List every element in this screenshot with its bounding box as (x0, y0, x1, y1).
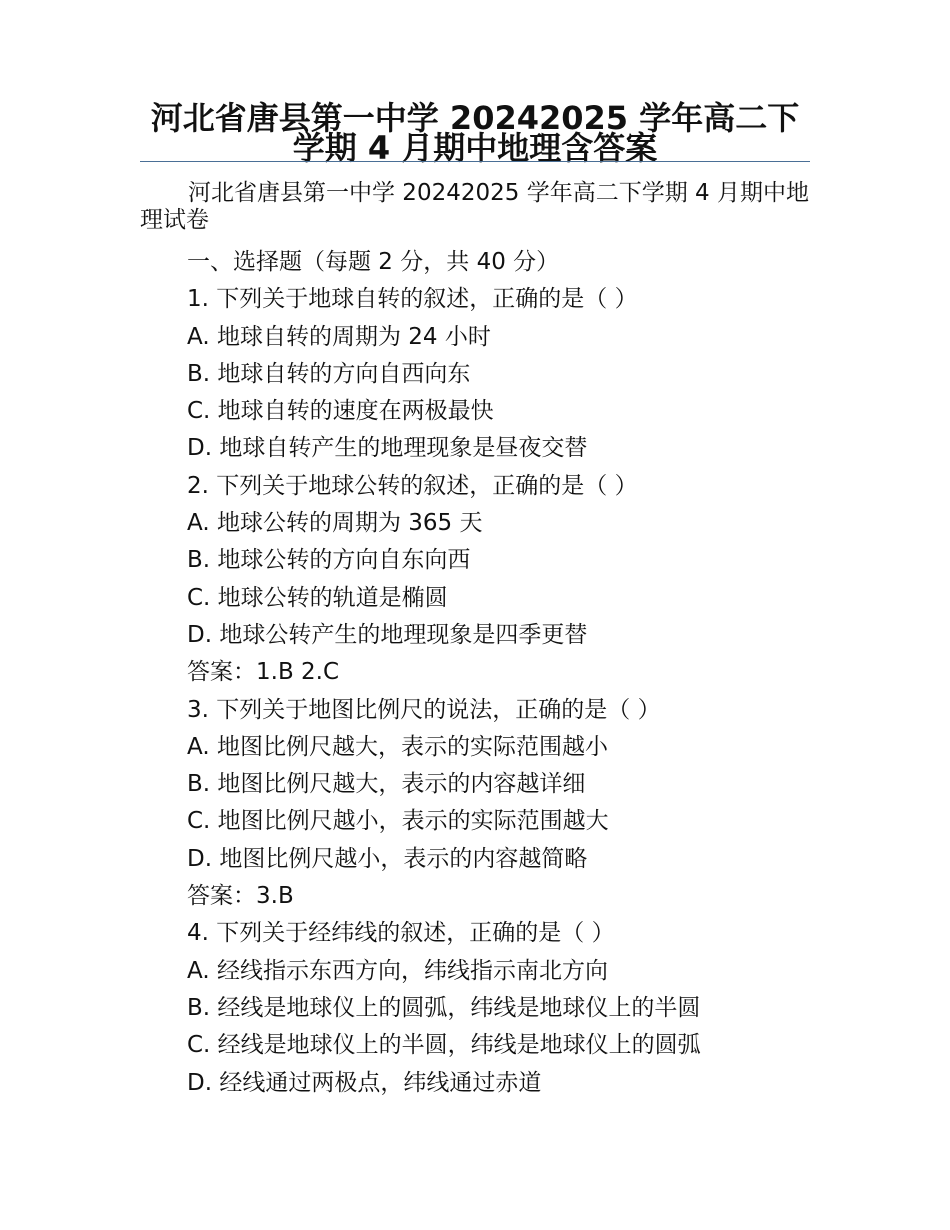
question-3-option-d: D. 地图比例尺越小，表示的内容越简略 (187, 845, 588, 872)
question-4: 4. 下列关于经纬线的叙述，正确的是（ ） (187, 920, 615, 947)
question-3-option-b: B. 地图比例尺越大，表示的内容越详细 (187, 771, 586, 798)
answer-1-2: 答案：1.B 2.C (187, 659, 340, 686)
question-1-option-d: D. 地球自转产生的地理现象是昼夜交替 (187, 435, 588, 462)
question-1: 1. 下列关于地球自转的叙述，正确的是（ ） (187, 286, 638, 313)
document-body (140, 180, 820, 1102)
question-3: 3. 下列关于地图比例尺的说法，正确的是（ ） (187, 696, 661, 723)
question-4-option-c: C. 经线是地球仪上的半圆，纬线是地球仪上的圆弧 (187, 1032, 701, 1059)
title-divider (140, 161, 810, 162)
question-2-option-b: B. 地球公转的方向自东向西 (187, 547, 471, 574)
document-title: 河北省唐县第一中学 20242025 学年高二下学期 4 月期中地理含答案 (150, 99, 800, 167)
answer-3: 答案：3.B (187, 883, 294, 910)
question-2-option-c: C. 地球公转的轨道是椭圆 (187, 584, 448, 611)
question-1-option-b: B. 地球自转的方向自西向东 (187, 360, 471, 387)
question-1-option-a: A. 地球自转的周期为 24 小时 (187, 323, 491, 350)
question-4-option-b: B. 经线是地球仪上的圆弧，纬线是地球仪上的半圆 (187, 994, 701, 1021)
intro-paragraph: 河北省唐县第一中学 20242025 学年高二下学期 4 月期中地理试卷 (140, 180, 809, 233)
question-2-option-a: A. 地球公转的周期为 365 天 (187, 510, 483, 537)
question-1-option-c: C. 地球自转的速度在两极最快 (187, 398, 494, 425)
question-3-option-c: C. 地图比例尺越小，表示的实际范围越大 (187, 808, 609, 835)
section-heading: 一、选择题（每题 2 分，共 40 分） (187, 249, 560, 275)
question-4-option-d: D. 经线通过两极点，纬线通过赤道 (187, 1069, 542, 1096)
question-2: 2. 下列关于地球公转的叙述，正确的是（ ） (187, 472, 638, 499)
question-3-option-a: A. 地图比例尺越大，表示的实际范围越小 (187, 733, 608, 760)
question-4-option-a: A. 经线指示东西方向，纬线指示南北方向 (187, 957, 608, 984)
question-2-option-d: D. 地球公转产生的地理现象是四季更替 (187, 621, 588, 648)
